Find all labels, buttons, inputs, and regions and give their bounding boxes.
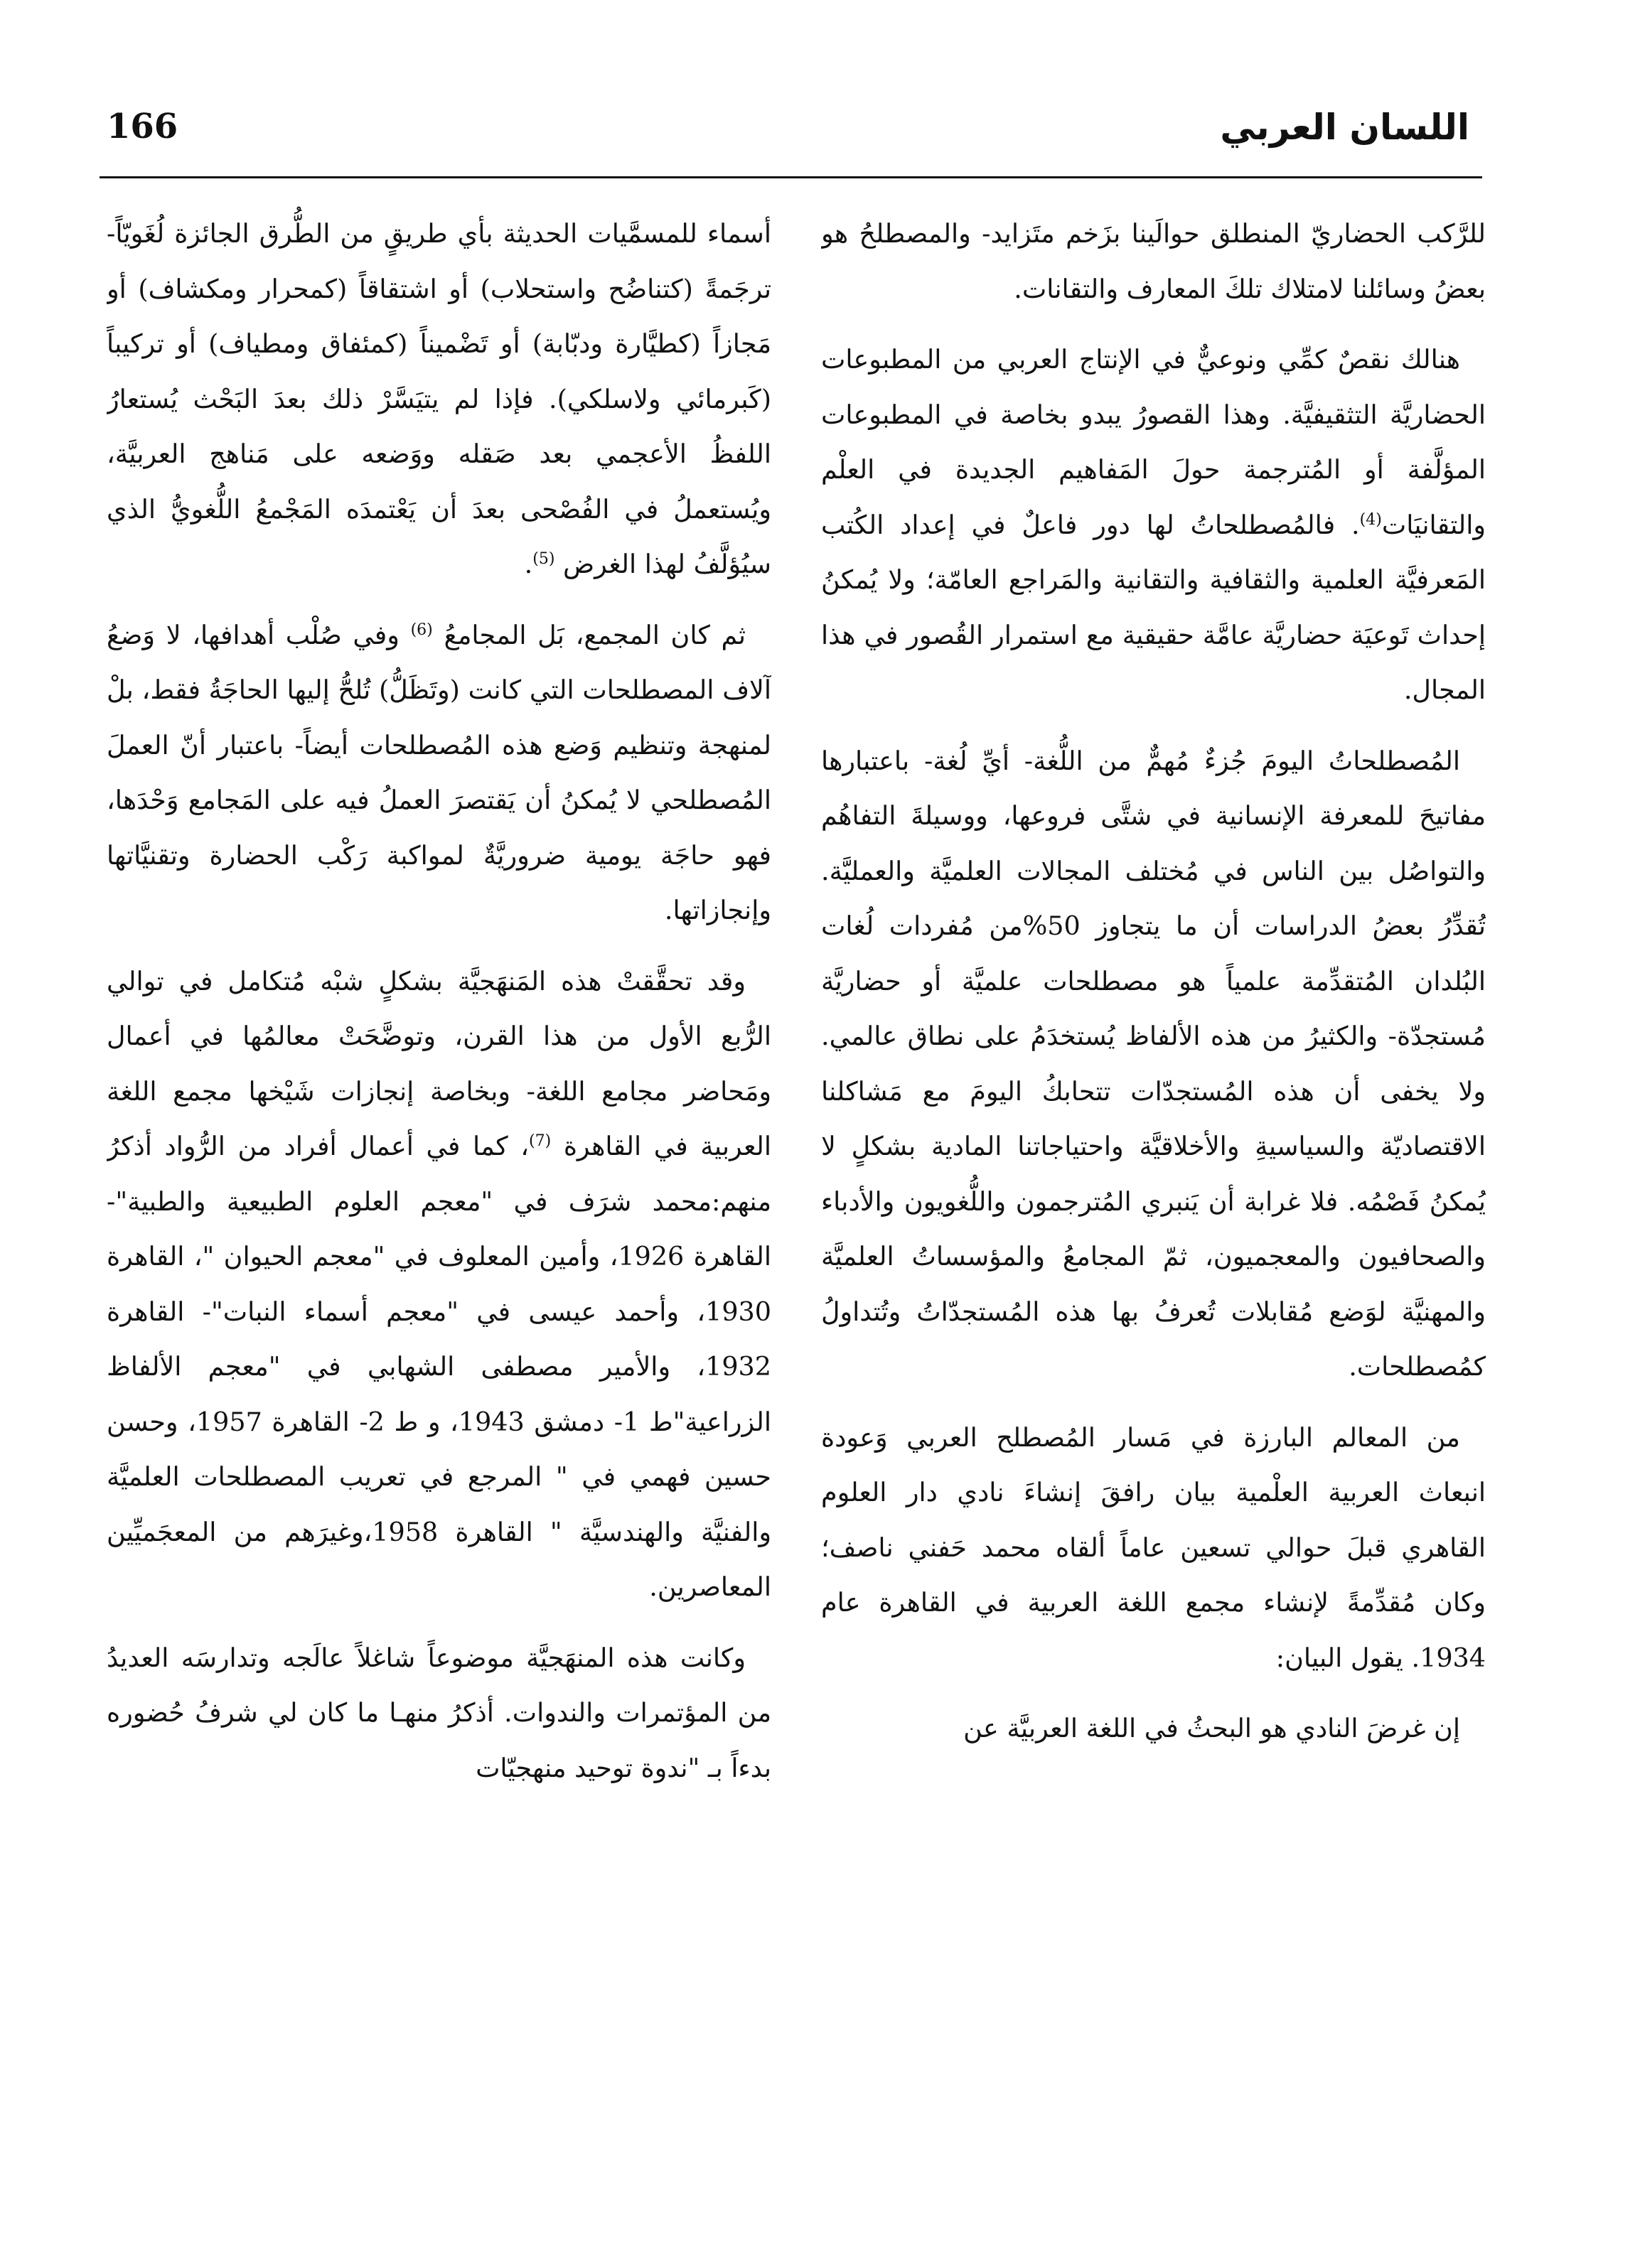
- paragraph-landmarks: من المعالم البارزة في مَسار المُصطلح العربي وَعودة انبعاث العربية العلْمية بيان رافقَ إنشاءَ نادي دار العلوم القاهري قبلَ حوالي تسعين عاماً ألقاه محمد حَفني ناصف؛ وكان مُقدِّمةً لإنشاء مجمع اللغة العربية في القاهرة عام 1934. يقول البيان:: [821, 1421, 1486, 1673]
- paragraph-text: وقد تحقَّقتْ هذه المَنهَجيَّة بشكلٍ شبْه مُتكامل في توالي الرُّبع الأول من هذا القرن، وتوضَّحَتْ معالمُها في أعمال ومَحاضر مجامع اللغة- وبخاصة إنجازات شَيْخها مجمع اللغة العربية في القاهرة: [107, 965, 771, 1161]
- page-number: 166: [107, 107, 178, 146]
- right-column: [821, 206, 1486, 2239]
- footnote-ref-4[interactable]: (4): [1359, 510, 1382, 529]
- header-divider: [100, 176, 1482, 178]
- paragraph-text: ثم كان المجمع، بَل المجامعُ: [444, 619, 746, 650]
- footnote-ref-5[interactable]: (5): [532, 549, 555, 568]
- paragraph-terms-importance: المُصطلحاتُ اليومَ جُزءٌ مُهمٌّ من اللُّغة- أيِّ لُغة- باعتبارها مفاتيحَ للمعرفة الإنسانية في شتَّى فروعها، ووسيلةَ التفاهُم والتواصُل بين الناس في مُختلف المجالات العلميَّة والعمليَّة. تُقدِّرُ بعضُ الدراسات أن ما يتجاوز 50%من مُفردات لُغات البُلدان المُتقدِّمة علمياً هو مصطلحات علميَّة أو حضاريَّة مُستجدّة- والكثيرُ من هذه الألفاظ يُستخدَمُ على نطاق عالمي. ولا يخفى أن هذه المُستجدّات تتحابكُ اليومَ مع مَشاكلنا الاقتصاديّة والسياسيةِ والأخلاقيَّة واحتياجاتنا المادية بشكلٍ لا يُمكنُ فَصْمُه. فلا غرابة أن يَنبري المُترجمون واللُّغويون والأدباء والصحافيون والمعجميون، ثمّ المجامعُ والمؤسساتُ العلميَّة والمهنيَّة لوَضع مُقابلات تُعرفُ بها هذه المُستجدّاتُ وتُتداولُ كمُصطلحات.: [821, 745, 1486, 1382]
- paragraph-text-tail: . فالمُصطلحاتُ لها دور فاعلٌ في إعداد الكُتب المَعرفيَّة العلمية والثقافية والتقانية والمَراجع العامّة؛ ولا يُمكنُ إحداث تَوعيَة حضاريَّة عامَّة حقيقية مع استمرار القُصور في هذا المجال.: [821, 509, 1486, 705]
- footnote-ref-6[interactable]: (6): [410, 620, 433, 639]
- paragraph-continuation: للرَّكب الحضاريّ المنطلق حوالَينا بزَخم متَزايد- والمصطلحُ هو بعضُ وسائلنا لامتلاك تلكَ المعارف والتقانات.: [821, 218, 1486, 304]
- paragraph-text-tail: ، كما في أعمال أفراد من الرُّواد أذكرُ منهم:محمد شرَف في "معجم العلوم الطبيعية والطبية"- القاهرة 1926، وأمين المعلوف في "معجم الحيوان "، القاهرة 1930، وأحمد عيسى في "معجم أسماء النبات"- القاهرة 1932، والأمير مصطفى الشهابي في "معجم الألفاظ الزراعية"ط 1- دمشق 1943، و ط 2- القاهرة 1957، وحسن حسين فهمي في " المرجع في تعريب المصطلحات العلميَّة والفنيَّة والهندسيَّة " القاهرة 1958،وغيرَهم من المعجَميِّين المعاصرين.: [107, 1131, 771, 1602]
- footnote-ref-7[interactable]: (7): [529, 1132, 552, 1150]
- paragraph-text: أسماء للمسمَّيات الحديثة بأي طريقٍ من الطُّرق الجائزة لُغَويّاً- ترجَمةً (كتناضُح واستحلاب) أو اشتقاقاً (كمحرار ومكشاف) أو مَجازاً (كطيَّارة ودبّابة) أو تَضْميناً (كمئفاق ومطياف) أو تركيباً (كَبرمائي ولاسلكي). فإذا لم يتيَسَّرْ ذلك بعدَ البَحْث يُستعارُ اللفظُ الأعجمي بعد صَقله ووَضعه على مَناهج العربيَّة، ويُستعملُ في الفُصْحى بعدَ أن يَعْتمدَه المَجْمعُ اللُّغويُّ الذي سيُؤلَّفُ لهذا الغرض: [107, 218, 771, 579]
- left-column: [107, 206, 771, 2239]
- paragraph-text-tail: وفي صُلْب أهدافها، لا وَضعُ آلاف المصطلحات التي كانت (وتَظَلُّ) تُلحُّ إليها الحاجَةُ فقط، بلْ لمنهجة وتنظيم وَضع هذه المُصطلحات أيضاً- باعتبار أنّ العملَ المُصطلحي لا يُمكنُ أن يَقتصرَ العملُ فيه على المَجامع وَحْدَها، فهو حاجَة يومية ضروريَّةٌ لمواكبة رَكْب الحضارة وتقنيَّاتها وإنجازاتها.: [107, 619, 771, 925]
- paragraph-production-shortage: [821, 332, 1486, 718]
- paragraph-statement-quote: إن غرضَ النادي هو البحثُ في اللغة العربيَّة عن: [963, 1713, 1460, 1743]
- journal-title-logo: اللسان العربي: [1220, 107, 1469, 148]
- paragraph-methodology: [107, 954, 771, 1615]
- paragraph-conferences: وكانت هذه المنهَجيَّة موضوعاً شاغلاً عالَجه وتدارسَه العديدُ من المؤتمرات والندوات. أذكرُ منهـا ما كان لي شرفُ حُضوره بدءاً بـ "ندوة توحيد منهجيّات: [107, 1642, 771, 1783]
- paragraph-academies: [107, 608, 771, 938]
- paragraph-naming-methods: أسماء للمسمَّيات الحديثة بأي طريقٍ من الطُّرق الجائزة لُغَويّاً- ترجَمةً (كتناضُح واستحلاب) أو اشتقاقاً (كمحرار ومكشاف) أو مَجازاً (كطيَّارة ودبّابة) أو تَضْميناً (كمئفاق ومطياف) أو تركيباً (كَبرمائي ولاسلكي). فإذا لم يتيَسَّرْ ذلك بعدَ البَحْث يُستعارُ اللفظُ الأعجمي بعد صَقله ووَضعه على مَناهج العربيَّة، ويُستعملُ في الفُصْحى بعدَ أن يَعْتمدَه المَجْمعُ اللُّغويُّ الذي سيُؤلَّفُ لهذا الغرض $^{(5)}$.: [107, 218, 771, 579]
- paragraph-text: هنالك نقصٌ كمِّي ونوعيٌّ في الإنتاج العربي من المطبوعات الحضاريَّة التثقيفيَّة. وهذا القصورُ يبدو بخاصة في المطبوعات المؤلَّفة أو المُترجمة حولَ المَفاهيم الجديدة في العلْم والتقانيَات: [821, 344, 1486, 540]
